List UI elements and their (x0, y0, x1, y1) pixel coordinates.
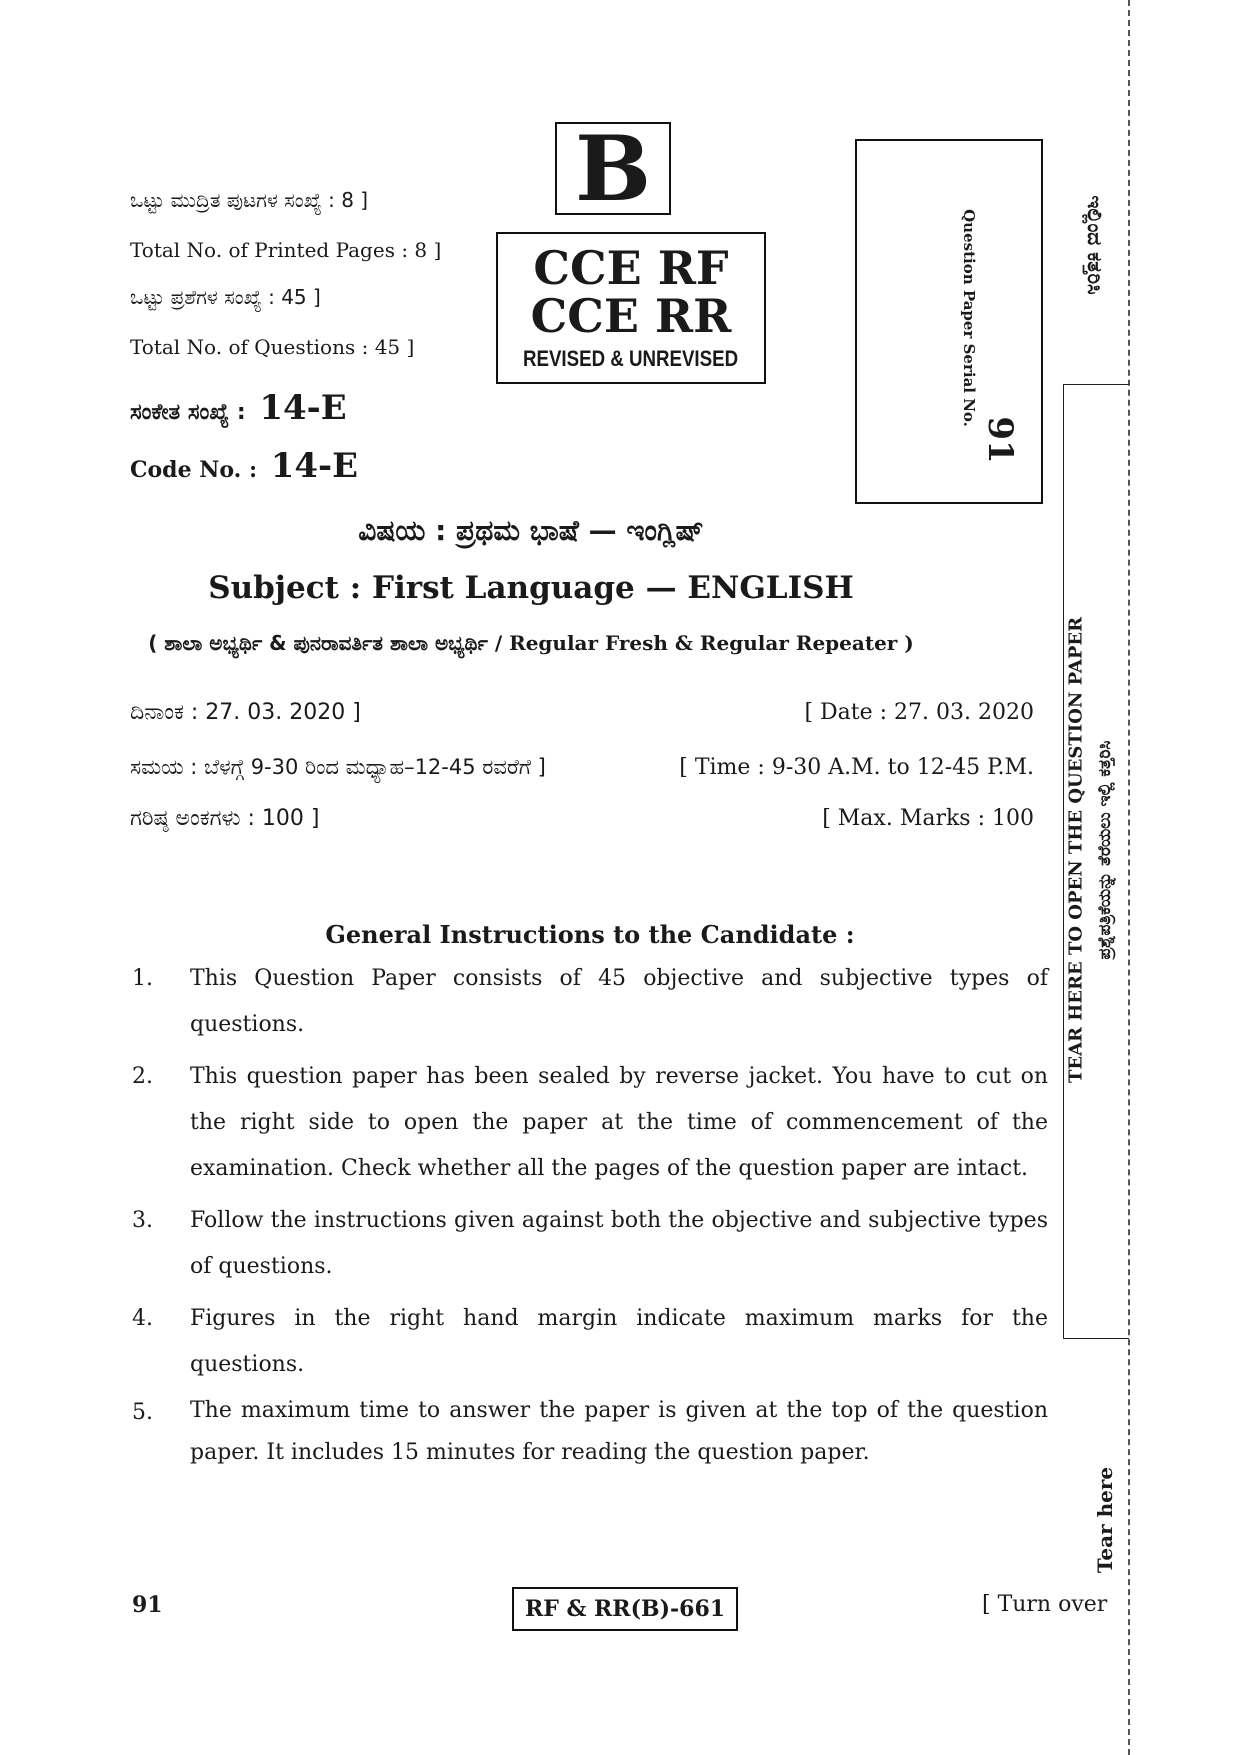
instruction-text: Follow the instructions given against both the objective and subjective types of questions. (190, 1208, 1048, 1279)
time-kannada: ಸಮಯ : ಬೆಳಗ್ಗೆ 9-30 ರಿಂದ ಮಧ್ಯಾಹ–12-45 ರವರೆಗೆ ] (130, 755, 546, 779)
candidate-type-kannada: ( ಶಾಲಾ ಅಭ್ಯರ್ಥಿ & ಪುನರಾವರ್ತಿತ ಶಾಲಾ ಅಭ್ಯರ್ಥಿ (148, 631, 488, 655)
total-pages-kannada: ಒಟ್ಟು ಮುದ್ರಿತ ಪುಟಗಳ ಸಂಖ್ಯೆ : 8 ] (130, 188, 369, 212)
instruction-number: 4. (132, 1306, 153, 1331)
instruction-number: 2. (132, 1064, 153, 1089)
exam-type-line-1: CCE RF (533, 241, 729, 295)
tear-instruction-kannada: ಪ್ರಶ್ನೆಪತ್ರಿಕೆಯನ್ನು ತೆರೆಯಲು ಇಲ್ಲಿ ಕತ್ತರಿಸಿ (1095, 740, 1115, 960)
tear-instruction-english: TEAR HERE TO OPEN THE QUESTION PAPER (1065, 616, 1087, 1084)
code-en-label: Code No. : (130, 457, 258, 483)
page-serial-code: 91 (132, 1592, 163, 1618)
instruction-text: The maximum time to answer the paper is given at the top of the question paper. It includes 15 minutes for reading the question paper. (190, 1398, 1048, 1465)
subject-english: Subject : First Language — ENGLISH (208, 570, 854, 606)
exam-type-line-2: CCE RR (530, 289, 732, 343)
turn-over-note: [ Turn over (982, 1592, 1108, 1617)
code-en-value: 14-E (270, 446, 359, 486)
instruction-text: This question paper has been sealed by reverse jacket. You have to cut on the right side to open the paper at the time of commencement of the examination. Check whether all the pages of the question paper are intact. (190, 1064, 1048, 1181)
date-english: [ Date : 27. 03. 2020 (804, 700, 1034, 725)
cut-here-kannada-wrap (1075, 160, 1115, 330)
instruction-text: Figures in the right hand margin indicate maximum marks for the questions. (190, 1306, 1048, 1377)
cut-here-kannada: ಇಲ್ಲಿಂದ ಕತ್ತರಿಸಿ (1083, 195, 1107, 295)
code-kn-value: 14-E (259, 388, 347, 428)
max-marks-english: [ Max. Marks : 100 (822, 806, 1034, 831)
instruction-number: 1. (132, 966, 153, 991)
paper-code: RF & RR(B)-661 (512, 1587, 738, 1631)
code-kn-label: ಸಂಕೇತ ಸಂಖ್ಯೆ : (130, 400, 246, 425)
code-number-english (130, 446, 358, 486)
question-set-letter: B (555, 122, 671, 215)
tear-here-label: Tear here (1093, 1466, 1117, 1574)
max-marks-kannada: ಗರಿಷ್ಠ ಅಂಕಗಳು : 100 ] (130, 806, 320, 831)
total-questions-kannada: ಒಟ್ಟು ಪ್ರಶೆಗಳ ಸಂಖ್ಯೆ : 45 ] (130, 285, 321, 309)
serial-number-value-wrap (975, 415, 1025, 465)
tear-instruction-kannada-wrap (1090, 680, 1120, 1020)
serial-number-label: Question Paper Serial No. (960, 209, 978, 427)
time-english: [ Time : 9-30 A.M. to 12-45 P.M. (679, 755, 1034, 780)
serial-number-value: 91 (980, 416, 1020, 464)
exam-type-line-3: REVISED & UNREVISED (523, 346, 739, 371)
exam-type-box (496, 232, 766, 384)
subject-kannada: ವಿಷಯ : ಪ್ರಥಮ ಭಾಷೆ — ಇಂಗ್ಲಿಷ್ (358, 514, 704, 547)
date-kannada: ದಿನಾಂಕ : 27. 03. 2020 ] (130, 700, 361, 725)
candidate-type-english: / Regular Fresh & Regular Repeater ) (494, 631, 914, 655)
instruction-number: 5. (132, 1400, 153, 1425)
instruction-text: This Question Paper consists of 45 objective and subjective types of questions. (190, 966, 1048, 1037)
tear-instruction-english-wrap (1060, 600, 1092, 1100)
instructions-heading: General Instructions to the Candidate : (325, 920, 855, 949)
candidate-type-note (0, 631, 1062, 655)
total-pages-english: Total No. of Printed Pages : 8 ] (130, 238, 442, 262)
total-questions-english: Total No. of Questions : 45 ] (130, 335, 415, 359)
instruction-number: 3. (132, 1208, 153, 1233)
tear-here-label-wrap (1090, 1465, 1120, 1575)
code-number-kannada (130, 388, 347, 428)
